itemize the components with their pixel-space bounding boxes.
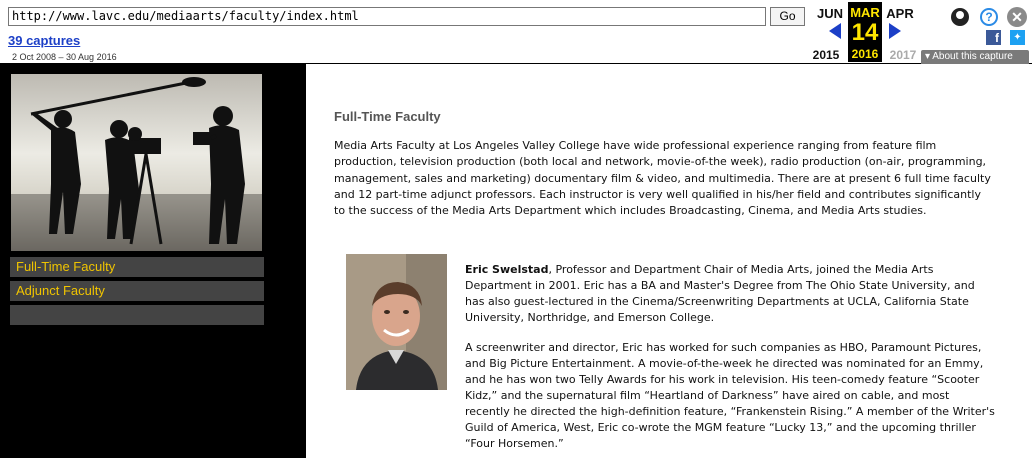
about-capture-dropdown[interactable]: ▾ About this capture <box>921 50 1029 64</box>
faculty-bio <box>465 262 995 458</box>
go-button[interactable]: Go <box>770 7 805 26</box>
bio-paragraph-2: A screenwriter and director, Eric has worked for such companies as HBO, Paramount Pictures, and Big Picture Entertainment. A movie-of-the-week he directed was nominated for an Emmy, and he has won two Telly Awards for his work in television. His teen-comedy feature “Scooter Kidz,” and the supernatural film “Heartland of Darkness” have aired on cable, and most recently he directed the high-definition feature, “Frankenstein Rising.” A member of the Writer's Guild of America, West, Eric co-wrote the MGM feature “Lucky 13,” and the upcoming thriller “Four Horsemen.” <box>465 341 995 450</box>
film-crew-silhouette-photo <box>11 74 262 251</box>
facebook-share-icon[interactable]: f <box>986 30 1001 45</box>
next-year-link: 2017 <box>889 48 917 62</box>
previous-capture-arrow-icon[interactable] <box>829 23 841 39</box>
next-month-link[interactable]: APR <box>886 6 914 21</box>
wayback-toolbar <box>0 0 1032 64</box>
bio-paragraph-1 <box>465 262 995 326</box>
twitter-share-icon[interactable]: ✦ <box>1010 30 1025 45</box>
nav-empty-item[interactable] <box>10 305 264 325</box>
faculty-portrait-photo <box>346 254 447 390</box>
url-input[interactable]: http://www.lavc.edu/mediaarts/faculty/index.html <box>8 7 766 26</box>
current-year: 2016 <box>851 47 879 61</box>
prev-year-link[interactable]: 2015 <box>812 48 840 62</box>
nav-full-time-faculty[interactable]: Full-Time Faculty <box>10 257 264 277</box>
about-capture-label: About this capture <box>932 51 1013 62</box>
faculty-name: Eric Swelstad <box>465 263 549 276</box>
capture-date-range: 2 Oct 2008 – 30 Aug 2016 <box>12 52 117 62</box>
current-month: MAR <box>850 5 880 20</box>
film-crew-silhouette-icon <box>11 74 262 251</box>
help-icon[interactable]: ? <box>980 8 998 26</box>
close-icon[interactable]: ✕ <box>1007 7 1027 27</box>
next-capture-arrow-icon[interactable] <box>889 23 901 39</box>
current-day: 14 <box>851 19 879 46</box>
captures-link[interactable]: 39 captures <box>8 33 81 48</box>
faculty-portrait-icon <box>346 254 447 390</box>
user-account-icon[interactable] <box>951 8 969 26</box>
bio-paragraph-1-text: , Professor and Department Chair of Media Arts, joined the Media Arts Department in 2001. Eric has a BA and Master's Degree from The Ohio State University, and has also guest-lectured in the Cinema/Screenwriting Departments at UCLA, California State University, Northridge, and Emerson College. <box>465 263 975 324</box>
main-content <box>306 64 1032 458</box>
page-heading: Full-Time Faculty <box>334 109 441 124</box>
sidebar <box>0 64 306 458</box>
current-capture-date <box>848 2 882 62</box>
nav-adjunct-faculty[interactable]: Adjunct Faculty <box>10 281 264 301</box>
intro-paragraph: Media Arts Faculty at Los Angeles Valley College have wide professional experience ranging from feature film production, television production (both local and network, movie-of-the week), radio production (on-air, programming, management, sales and marketing) documentary film & video, and multimedia. There are at present 6 full time faculty and 12 part-time adjunct professors. Each instructor is very well qualified in his/her field and contributes significantly to the success of the Media Arts Department which includes Broadcasting, Cinema, and Media Arts studies. <box>334 139 991 218</box>
prev-month-link[interactable]: JUN <box>816 6 843 21</box>
